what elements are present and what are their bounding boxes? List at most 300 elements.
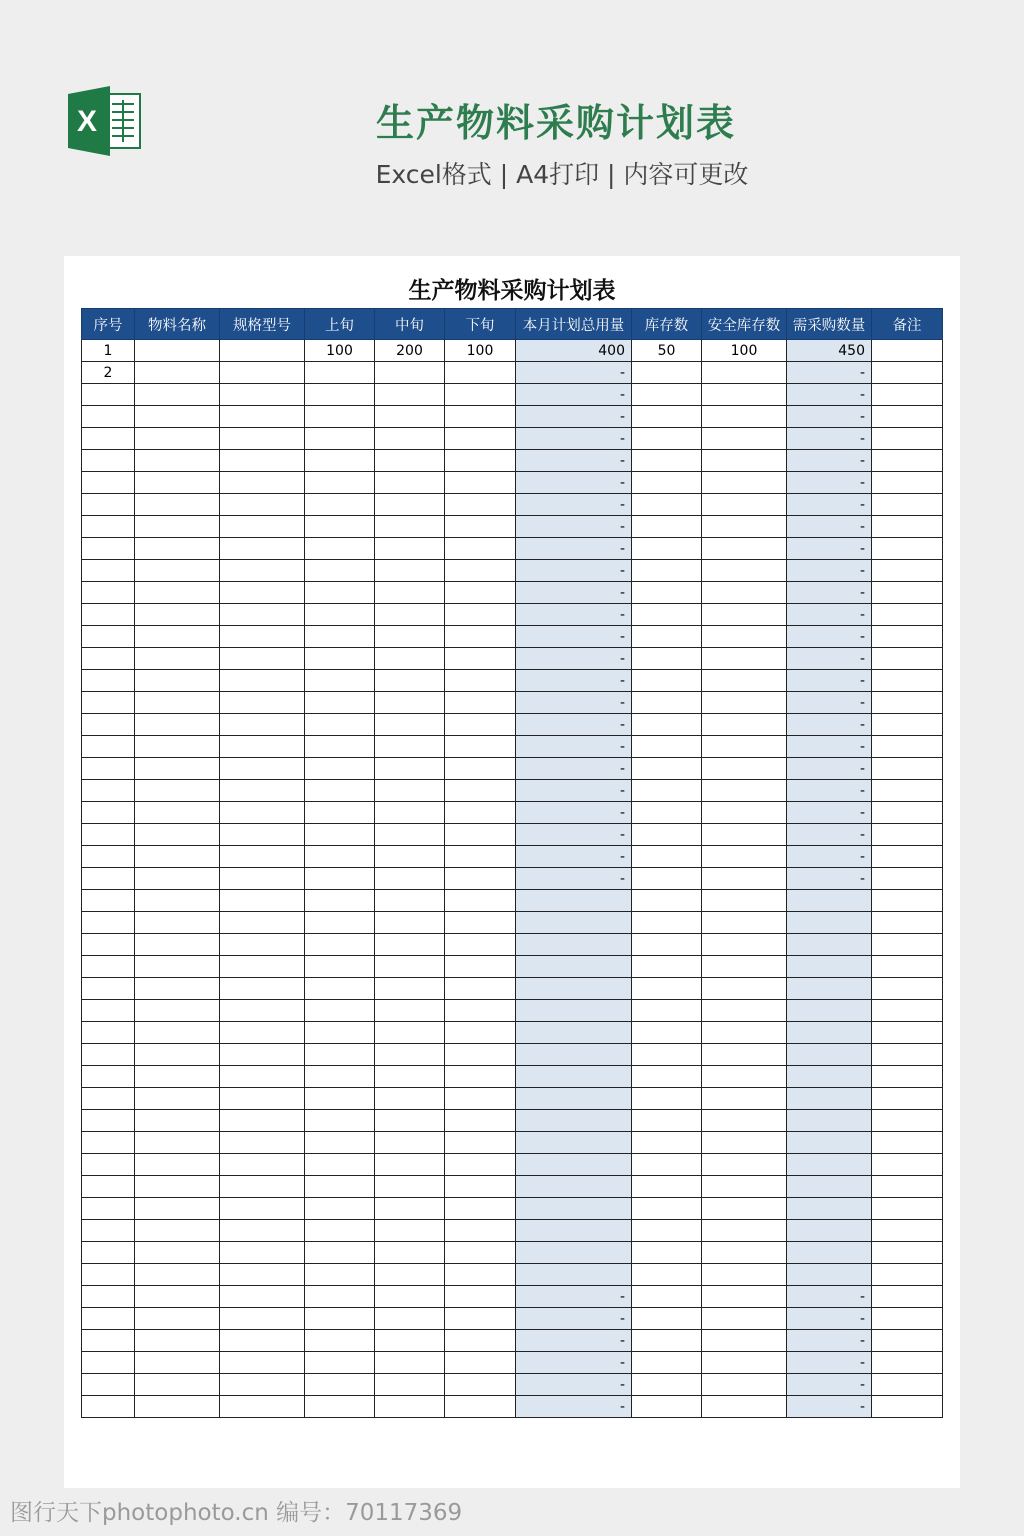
table-cell[interactable] (872, 384, 943, 406)
table-cell[interactable] (135, 1352, 220, 1374)
table-cell[interactable] (82, 1044, 135, 1066)
table-cell[interactable] (135, 1330, 220, 1352)
table-cell[interactable] (220, 472, 305, 494)
table-cell[interactable] (82, 1066, 135, 1088)
table-cell[interactable] (445, 1198, 516, 1220)
table-cell[interactable] (220, 824, 305, 846)
table-cell[interactable] (445, 384, 516, 406)
table-cell[interactable] (135, 516, 220, 538)
table-cell[interactable] (702, 978, 787, 1000)
table-cell[interactable] (220, 714, 305, 736)
table-cell[interactable] (375, 626, 445, 648)
table-cell[interactable] (135, 714, 220, 736)
table-cell[interactable] (787, 1044, 872, 1066)
table-cell[interactable] (445, 428, 516, 450)
table-cell[interactable] (220, 1286, 305, 1308)
table-cell[interactable] (632, 758, 702, 780)
table-cell[interactable] (305, 780, 375, 802)
table-cell[interactable] (82, 560, 135, 582)
table-cell[interactable] (305, 1264, 375, 1286)
table-cell[interactable] (445, 1022, 516, 1044)
table-cell[interactable] (516, 1198, 632, 1220)
table-cell[interactable] (82, 780, 135, 802)
table-cell[interactable] (632, 692, 702, 714)
table-cell[interactable] (516, 1088, 632, 1110)
table-cell[interactable] (787, 1022, 872, 1044)
table-cell[interactable] (632, 406, 702, 428)
column-header[interactable]: 中旬 (375, 309, 445, 340)
table-cell[interactable] (445, 362, 516, 384)
table-cell[interactable] (872, 956, 943, 978)
column-header[interactable]: 物料名称 (135, 309, 220, 340)
table-cell[interactable] (702, 890, 787, 912)
table-cell[interactable] (305, 384, 375, 406)
table-cell[interactable] (220, 670, 305, 692)
table-cell[interactable] (632, 428, 702, 450)
table-cell[interactable] (82, 890, 135, 912)
table-cell[interactable] (445, 1088, 516, 1110)
table-cell[interactable] (872, 494, 943, 516)
table-cell[interactable] (220, 428, 305, 450)
table-cell[interactable]: - (787, 692, 872, 714)
table-cell[interactable] (82, 1308, 135, 1330)
table-cell[interactable] (82, 670, 135, 692)
table-cell[interactable]: - (787, 582, 872, 604)
table-cell[interactable] (82, 824, 135, 846)
table-cell[interactable]: 400 (516, 340, 632, 362)
table-cell[interactable] (375, 450, 445, 472)
table-cell[interactable] (305, 912, 375, 934)
table-cell[interactable]: - (516, 670, 632, 692)
table-cell[interactable] (220, 868, 305, 890)
table-cell[interactable] (375, 648, 445, 670)
table-cell[interactable] (135, 846, 220, 868)
table-cell[interactable] (82, 1330, 135, 1352)
table-cell[interactable] (872, 604, 943, 626)
table-cell[interactable] (305, 736, 375, 758)
table-cell[interactable] (220, 890, 305, 912)
table-cell[interactable] (82, 1132, 135, 1154)
table-cell[interactable] (632, 1000, 702, 1022)
table-cell[interactable] (220, 494, 305, 516)
table-cell[interactable]: - (516, 538, 632, 560)
table-cell[interactable] (82, 626, 135, 648)
table-cell[interactable]: - (787, 868, 872, 890)
table-cell[interactable] (872, 1198, 943, 1220)
table-cell[interactable] (305, 1330, 375, 1352)
table-cell[interactable]: - (787, 758, 872, 780)
table-cell[interactable]: - (787, 384, 872, 406)
table-cell[interactable] (872, 1110, 943, 1132)
table-cell[interactable] (702, 956, 787, 978)
table-cell[interactable] (375, 1308, 445, 1330)
table-cell[interactable] (516, 1110, 632, 1132)
table-cell[interactable] (135, 868, 220, 890)
table-cell[interactable] (632, 1044, 702, 1066)
table-cell[interactable] (702, 692, 787, 714)
table-cell[interactable]: - (516, 450, 632, 472)
table-cell[interactable] (787, 1220, 872, 1242)
table-cell[interactable]: - (787, 516, 872, 538)
table-cell[interactable] (82, 428, 135, 450)
table-cell[interactable] (220, 450, 305, 472)
table-cell[interactable] (702, 648, 787, 670)
column-header[interactable]: 库存数 (632, 309, 702, 340)
table-cell[interactable] (632, 978, 702, 1000)
table-cell[interactable] (872, 626, 943, 648)
table-cell[interactable] (632, 1066, 702, 1088)
table-cell[interactable] (872, 582, 943, 604)
table-cell[interactable] (375, 1286, 445, 1308)
table-cell[interactable] (135, 780, 220, 802)
table-cell[interactable] (445, 1242, 516, 1264)
table-cell[interactable] (445, 626, 516, 648)
table-cell[interactable] (516, 1176, 632, 1198)
table-cell[interactable] (632, 1132, 702, 1154)
table-cell[interactable] (375, 846, 445, 868)
table-cell[interactable] (220, 604, 305, 626)
table-cell[interactable] (375, 1110, 445, 1132)
table-cell[interactable] (702, 428, 787, 450)
table-cell[interactable] (445, 692, 516, 714)
table-cell[interactable] (702, 846, 787, 868)
table-cell[interactable] (632, 582, 702, 604)
column-header[interactable]: 下旬 (445, 309, 516, 340)
table-cell[interactable]: 50 (632, 340, 702, 362)
table-cell[interactable] (375, 868, 445, 890)
table-cell[interactable] (702, 912, 787, 934)
table-cell[interactable] (375, 1066, 445, 1088)
table-cell[interactable] (445, 714, 516, 736)
table-cell[interactable] (305, 824, 375, 846)
table-cell[interactable] (375, 912, 445, 934)
table-cell[interactable]: - (516, 582, 632, 604)
table-cell[interactable] (305, 978, 375, 1000)
table-cell[interactable] (375, 758, 445, 780)
table-cell[interactable] (220, 538, 305, 560)
table-cell[interactable] (305, 758, 375, 780)
table-cell[interactable] (305, 406, 375, 428)
table-cell[interactable] (632, 1286, 702, 1308)
table-cell[interactable] (375, 1044, 445, 1066)
table-cell[interactable] (135, 1110, 220, 1132)
table-cell[interactable] (445, 494, 516, 516)
table-cell[interactable]: - (516, 516, 632, 538)
table-cell[interactable] (220, 1110, 305, 1132)
table-cell[interactable] (702, 1330, 787, 1352)
table-cell[interactable] (445, 1308, 516, 1330)
table-cell[interactable] (702, 1176, 787, 1198)
table-cell[interactable] (632, 1330, 702, 1352)
table-cell[interactable] (220, 1396, 305, 1418)
table-cell[interactable] (82, 736, 135, 758)
table-cell[interactable]: - (787, 824, 872, 846)
table-cell[interactable]: 200 (375, 340, 445, 362)
table-cell[interactable] (220, 582, 305, 604)
table-cell[interactable]: - (516, 846, 632, 868)
table-cell[interactable] (375, 802, 445, 824)
table-cell[interactable] (872, 736, 943, 758)
table-cell[interactable] (220, 1374, 305, 1396)
table-cell[interactable] (375, 1396, 445, 1418)
table-cell[interactable] (305, 868, 375, 890)
table-cell[interactable] (787, 1242, 872, 1264)
table-cell[interactable] (445, 1066, 516, 1088)
table-cell[interactable] (220, 1330, 305, 1352)
table-cell[interactable] (445, 1000, 516, 1022)
table-cell[interactable] (632, 538, 702, 560)
table-cell[interactable] (220, 362, 305, 384)
table-cell[interactable] (220, 736, 305, 758)
table-cell[interactable] (787, 1066, 872, 1088)
table-cell[interactable] (135, 1000, 220, 1022)
table-cell[interactable] (702, 1264, 787, 1286)
table-cell[interactable] (135, 670, 220, 692)
table-cell[interactable] (516, 956, 632, 978)
table-cell[interactable]: - (516, 362, 632, 384)
table-cell[interactable] (375, 1000, 445, 1022)
table-cell[interactable] (135, 648, 220, 670)
table-cell[interactable] (445, 890, 516, 912)
table-cell[interactable]: - (516, 714, 632, 736)
table-cell[interactable] (445, 1154, 516, 1176)
table-cell[interactable] (375, 428, 445, 450)
table-cell[interactable] (135, 890, 220, 912)
table-cell[interactable] (82, 1176, 135, 1198)
table-cell[interactable] (872, 1374, 943, 1396)
table-cell[interactable] (872, 1154, 943, 1176)
table-cell[interactable] (702, 670, 787, 692)
table-cell[interactable] (305, 956, 375, 978)
table-cell[interactable] (135, 560, 220, 582)
table-cell[interactable] (872, 912, 943, 934)
table-cell[interactable]: - (787, 428, 872, 450)
table-cell[interactable] (82, 1000, 135, 1022)
column-header[interactable]: 需采购数量 (787, 309, 872, 340)
table-cell[interactable] (445, 472, 516, 494)
table-cell[interactable] (787, 890, 872, 912)
table-cell[interactable] (702, 604, 787, 626)
table-cell[interactable] (632, 1242, 702, 1264)
table-cell[interactable] (702, 516, 787, 538)
table-cell[interactable] (82, 648, 135, 670)
table-cell[interactable] (305, 846, 375, 868)
table-cell[interactable]: - (787, 450, 872, 472)
table-cell[interactable] (632, 868, 702, 890)
table-cell[interactable]: - (787, 1308, 872, 1330)
table-cell[interactable] (632, 1176, 702, 1198)
table-cell[interactable] (305, 362, 375, 384)
table-cell[interactable] (82, 714, 135, 736)
table-cell[interactable] (135, 362, 220, 384)
column-header[interactable]: 规格型号 (220, 309, 305, 340)
table-cell[interactable] (702, 450, 787, 472)
table-cell[interactable] (872, 758, 943, 780)
table-cell[interactable]: - (787, 736, 872, 758)
table-cell[interactable] (135, 692, 220, 714)
table-cell[interactable] (445, 406, 516, 428)
table-cell[interactable] (220, 1176, 305, 1198)
table-cell[interactable] (220, 802, 305, 824)
table-cell[interactable]: - (516, 780, 632, 802)
table-cell[interactable] (375, 406, 445, 428)
table-cell[interactable] (702, 1308, 787, 1330)
table-cell[interactable]: - (516, 868, 632, 890)
table-cell[interactable] (305, 604, 375, 626)
table-cell[interactable] (516, 1044, 632, 1066)
table-cell[interactable] (516, 912, 632, 934)
table-cell[interactable] (82, 1352, 135, 1374)
table-cell[interactable] (375, 560, 445, 582)
table-cell[interactable] (375, 384, 445, 406)
table-cell[interactable] (220, 934, 305, 956)
table-cell[interactable]: - (787, 714, 872, 736)
table-cell[interactable] (872, 846, 943, 868)
table-cell[interactable] (516, 1132, 632, 1154)
table-cell[interactable] (702, 1000, 787, 1022)
table-cell[interactable] (702, 934, 787, 956)
table-cell[interactable] (135, 1308, 220, 1330)
table-cell[interactable] (375, 1352, 445, 1374)
table-cell[interactable] (632, 1198, 702, 1220)
table-cell[interactable] (305, 1066, 375, 1088)
table-cell[interactable] (135, 494, 220, 516)
table-cell[interactable] (135, 538, 220, 560)
table-cell[interactable] (375, 714, 445, 736)
table-cell[interactable] (445, 1176, 516, 1198)
table-cell[interactable] (516, 1154, 632, 1176)
table-cell[interactable] (305, 1396, 375, 1418)
table-cell[interactable] (702, 824, 787, 846)
table-cell[interactable] (632, 802, 702, 824)
table-cell[interactable] (305, 1110, 375, 1132)
table-cell[interactable] (305, 1000, 375, 1022)
table-cell[interactable] (305, 1176, 375, 1198)
table-cell[interactable] (375, 736, 445, 758)
table-cell[interactable] (872, 538, 943, 560)
table-cell[interactable] (445, 1396, 516, 1418)
table-cell[interactable] (135, 1264, 220, 1286)
table-cell[interactable] (632, 648, 702, 670)
table-cell[interactable] (702, 1022, 787, 1044)
table-cell[interactable] (135, 1286, 220, 1308)
table-cell[interactable]: - (787, 1330, 872, 1352)
table-cell[interactable] (445, 648, 516, 670)
table-cell[interactable] (445, 802, 516, 824)
table-cell[interactable] (872, 362, 943, 384)
table-cell[interactable] (220, 978, 305, 1000)
table-cell[interactable] (220, 1264, 305, 1286)
table-cell[interactable] (220, 1000, 305, 1022)
table-cell[interactable] (220, 1022, 305, 1044)
table-cell[interactable] (516, 1000, 632, 1022)
table-cell[interactable] (445, 846, 516, 868)
table-cell[interactable] (135, 1396, 220, 1418)
table-cell[interactable] (305, 428, 375, 450)
table-cell[interactable] (82, 472, 135, 494)
table-cell[interactable] (632, 1396, 702, 1418)
table-cell[interactable] (632, 956, 702, 978)
table-cell[interactable]: - (516, 1286, 632, 1308)
table-cell[interactable] (220, 1044, 305, 1066)
table-cell[interactable] (632, 1110, 702, 1132)
table-cell[interactable] (135, 736, 220, 758)
table-cell[interactable]: - (516, 406, 632, 428)
table-cell[interactable] (632, 1308, 702, 1330)
table-cell[interactable] (375, 956, 445, 978)
table-cell[interactable] (82, 1088, 135, 1110)
table-cell[interactable] (787, 978, 872, 1000)
table-cell[interactable] (872, 1022, 943, 1044)
table-cell[interactable] (305, 1352, 375, 1374)
table-cell[interactable] (632, 1220, 702, 1242)
table-cell[interactable] (702, 626, 787, 648)
table-cell[interactable] (220, 406, 305, 428)
table-cell[interactable] (445, 934, 516, 956)
table-cell[interactable] (135, 1022, 220, 1044)
table-cell[interactable] (82, 978, 135, 1000)
table-cell[interactable] (445, 1110, 516, 1132)
table-cell[interactable] (220, 692, 305, 714)
table-cell[interactable] (305, 1132, 375, 1154)
table-cell[interactable] (82, 1286, 135, 1308)
table-cell[interactable] (305, 626, 375, 648)
table-cell[interactable]: - (787, 1286, 872, 1308)
table-cell[interactable] (632, 670, 702, 692)
table-cell[interactable] (702, 736, 787, 758)
table-cell[interactable] (305, 802, 375, 824)
table-cell[interactable] (702, 868, 787, 890)
table-cell[interactable] (516, 1264, 632, 1286)
table-cell[interactable] (375, 1154, 445, 1176)
table-cell[interactable] (220, 780, 305, 802)
table-cell[interactable] (82, 802, 135, 824)
table-cell[interactable] (445, 780, 516, 802)
table-cell[interactable] (82, 1220, 135, 1242)
table-cell[interactable] (135, 758, 220, 780)
table-cell[interactable] (702, 758, 787, 780)
table-cell[interactable] (220, 912, 305, 934)
table-cell[interactable] (305, 560, 375, 582)
table-cell[interactable] (220, 1308, 305, 1330)
table-cell[interactable] (135, 824, 220, 846)
table-cell[interactable] (82, 1264, 135, 1286)
table-cell[interactable] (305, 538, 375, 560)
table-cell[interactable]: 450 (787, 340, 872, 362)
table-cell[interactable] (82, 1374, 135, 1396)
table-cell[interactable] (632, 604, 702, 626)
table-cell[interactable] (305, 1220, 375, 1242)
table-cell[interactable] (702, 1396, 787, 1418)
table-cell[interactable] (445, 538, 516, 560)
table-cell[interactable] (632, 450, 702, 472)
table-cell[interactable] (305, 450, 375, 472)
table-cell[interactable] (445, 1374, 516, 1396)
table-cell[interactable] (220, 956, 305, 978)
table-cell[interactable] (375, 516, 445, 538)
table-cell[interactable] (82, 912, 135, 934)
table-cell[interactable] (135, 1176, 220, 1198)
table-cell[interactable] (82, 604, 135, 626)
table-cell[interactable] (375, 604, 445, 626)
table-cell[interactable]: - (516, 648, 632, 670)
table-cell[interactable] (375, 1264, 445, 1286)
table-cell[interactable] (82, 1154, 135, 1176)
table-cell[interactable] (632, 824, 702, 846)
table-cell[interactable] (702, 780, 787, 802)
table-cell[interactable] (135, 802, 220, 824)
table-cell[interactable] (787, 956, 872, 978)
